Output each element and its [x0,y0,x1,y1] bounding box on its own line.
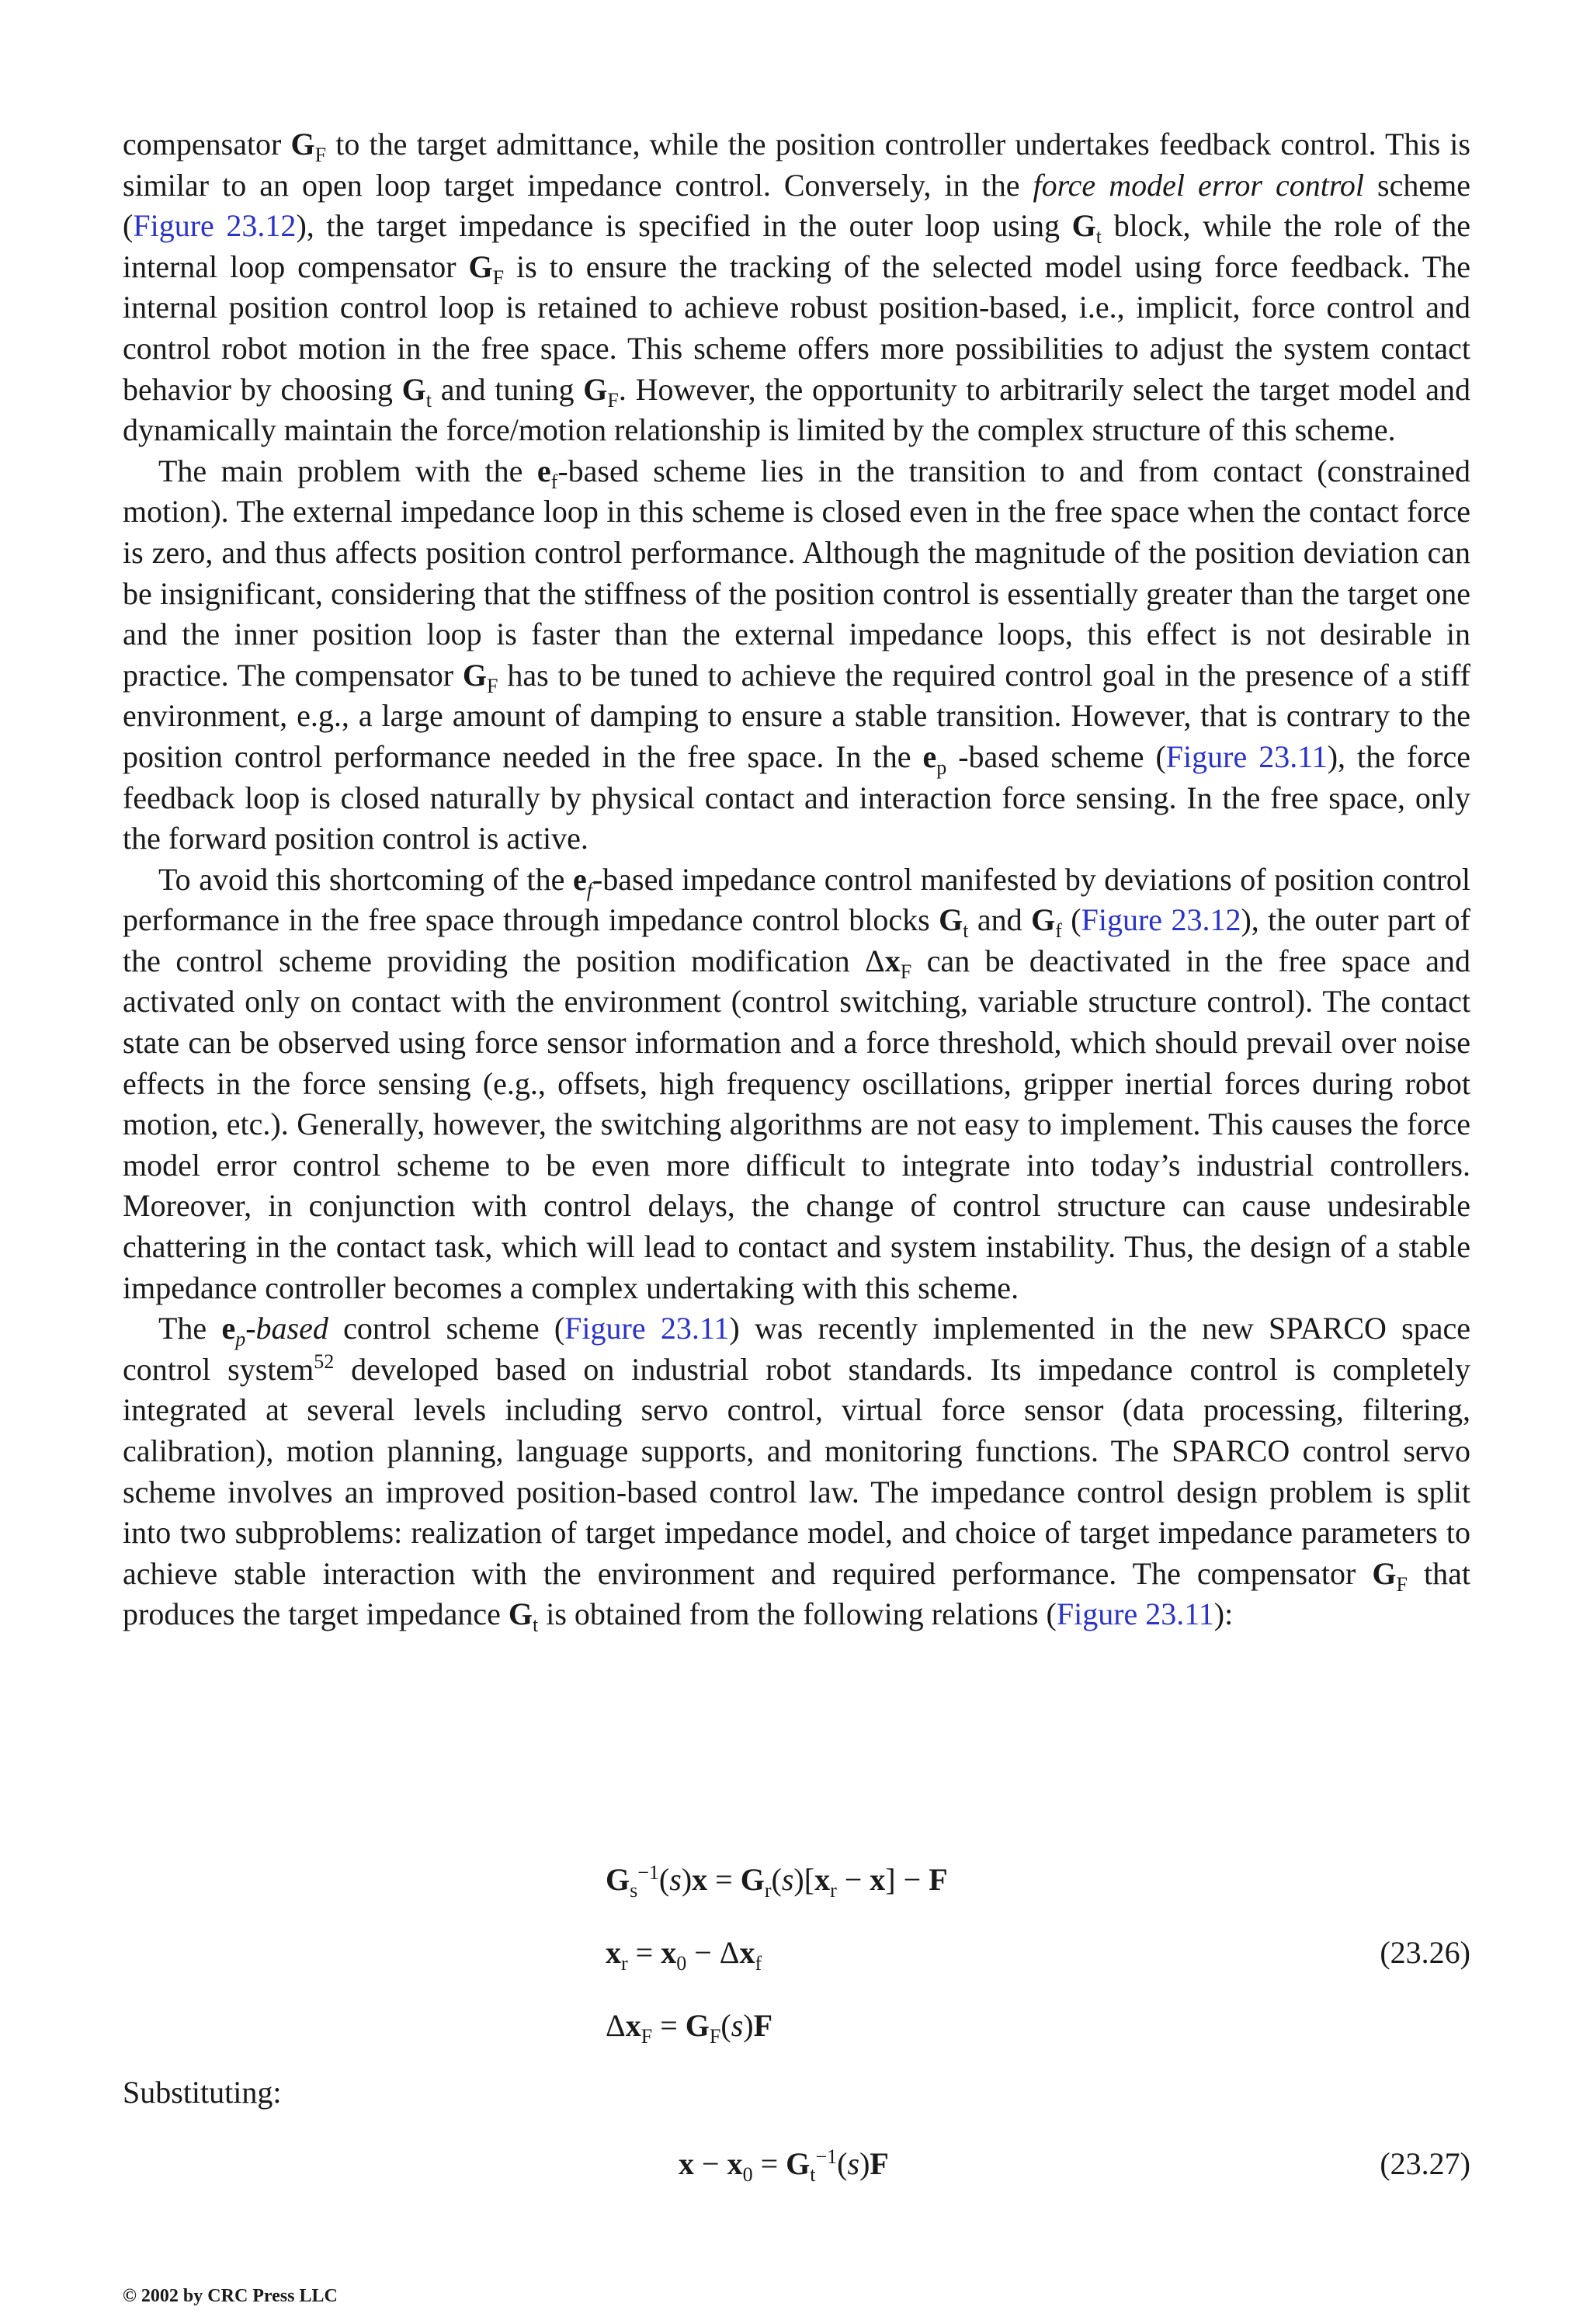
text-run: G [583,371,608,407]
paragraph-2 [123,451,1470,860]
text-run: G [1031,902,1056,938]
text-run: control scheme ( [328,1311,565,1346]
text-run: is obtained from the following relations ( [538,1596,1057,1632]
text-run: force model error control [1033,167,1365,203]
text-run: can be deactivated in the free space and activated only on contact with the environment (control switching, variable structure control). The contact state can be observed using force sensor information and a force threshold, which should prevail over noise effects in the force sensing (e.g., offsets, high frequency oscillations, gripper inertial forces during robot motion, etc.). Generally, however, the switching algorithms are not easy to implement. This causes the force model error control scheme to be even more difficult to integrate into today’s industrial controllers. Moreover, in conjunction with control delays, the change of control structure can cause undesirable chattering in the contact task, which will lead to contact and system instability. Thus, the design of a stable impedance controller becomes a complex undertaking with this scheme. [123,943,1470,1305]
text-run: x [884,943,901,978]
text-run: ), the force feedback loop is closed naturally by physical contact and interaction force sensing. In the free space, only the forward position control is active. [123,738,1471,856]
text-run: G [1071,208,1096,244]
text-run: G [468,248,493,284]
equation-23-27-number: (23.27) [1380,2146,1470,2181]
paragraph-4 [123,1308,1470,1635]
equation-23-27: $x - x_0 = G_t^{-1}(s)F$ [679,2145,889,2186]
text-run: ): [1213,1596,1234,1632]
text-run: . However, the opportunity to arbitrarily select the target model and dynamically maintain the force/motion relationship is limited by the complex structure of this scheme. [123,371,1471,448]
text-run: is to ensure the tracking of the selected model using force feedback. The internal position control loop is retained to achieve robust position-based, i.e., implicit, force control and control robot motion in the free space. This scheme offers more possibilities to adjust the system contact behavior by choosing [123,248,1471,407]
text-run: e [536,453,551,488]
subscript: t [532,1614,539,1637]
figure-reference-link[interactable]: Figure 23.12 [133,208,297,244]
text-run: ), the outer part of the control scheme providing the position modification Δ [123,902,1470,978]
text-run: block, while the role of the internal loop compensator [123,208,1470,284]
figure-reference-link[interactable]: Figure 23.11 [1165,738,1328,774]
text-run: G [462,657,488,693]
subscript: p [235,1328,246,1351]
subscript: F [314,144,327,166]
text-run: scheme ( [123,167,1470,244]
text-run: -based scheme ( [946,738,1166,774]
subscript: F [1396,1572,1408,1596]
text-run: and [968,902,1032,938]
subscript: f [550,470,558,493]
paragraph-1 [123,124,1470,451]
subscript: F [607,388,619,412]
paragraph-3 [123,860,1470,1309]
subscript: t [963,919,969,943]
footnote-ref: 52 [314,1350,335,1373]
text-run: to the target admittance, while the position controller undertakes feedback control. This is similar to an open loop target impedance control. Conversely, in the [123,127,1470,203]
text-run: e [922,738,937,774]
subscript: t [1095,225,1102,248]
text-run: ) was recently implemented in the new SPARCO space control system [123,1311,1471,1387]
subscript: t [425,388,432,412]
text-run: has to be tuned to achieve the required control goal in the presence of a stiff environment, e.g., a large amount of damping to ensure a stable transition. However, that is contrary to the position control performance needed in the free space. In the [123,657,1470,774]
text-run: G [939,902,963,938]
text-run: The [158,1311,222,1346]
body-text [123,124,1470,1635]
copyright-footer: © 2002 by CRC Press LLC [123,2286,338,2306]
equation-23-26-number: (23.26) [1380,1935,1470,1970]
text-run: and tuning [432,371,584,407]
substituting-label: Substituting: [123,2075,282,2110]
text-run: e [221,1311,236,1346]
text-run: G [508,1596,533,1632]
subscript: F [487,674,498,697]
text-run: G [290,127,315,162]
text-run: -based impedance control manifested by deviations of position control performance in the free space through impedance control blocks [123,861,1470,938]
subscript: F [900,960,912,983]
subscript: f [586,878,592,901]
equation-23-26-line-3: $\Delta x_F = G_F(s)F$ [606,2008,773,2048]
text-run: -based scheme lies in the transition to and from contact (constrained motion). The external impedance loop in this scheme is closed even in the free space when the contact force is zero, and thus affects position control performance. Although the magnitude of the position deviation can be insignificant, considering that the stiffness of the position control is essentially greater than the target one and the inner position loop is faster than the external impedance loops, this effect is not desirable in practice. The compensator [123,453,1471,693]
text-run: that produces the target impedance [123,1555,1471,1632]
text-run: e [572,861,587,897]
subscript: p [936,756,947,779]
equation-23-26-line-2: $x_r = x_0 - \Delta x_f$ [606,1935,762,1975]
subscript: f [1055,919,1062,943]
figure-reference-link[interactable]: Figure 23.12 [1081,902,1241,938]
text-run: To avoid this shortcoming of the [158,861,573,897]
text-run: The main problem with the [158,453,537,488]
equation-23-26-line-1: $G_s^{-1}(s)x = G_r(s)[x_r - x] - F$ [606,1861,948,1902]
subscript: F [492,266,505,289]
text-run: -based [245,1311,328,1346]
text-run: compensator [123,127,291,162]
figure-reference-link[interactable]: Figure 23.11 [1056,1596,1214,1632]
text-run: ( [1061,902,1081,938]
text-run: ), the target impedance is specified in the outer loop using [296,208,1072,244]
text-run: developed based on industrial robot standards. Its impedance control is completely integrated at several levels including servo control, virtual force sensor (data processing, filtering, calibration), motion planning, language supports, and monitoring functions. The SPARCO control servo scheme involves an improved position-based control law. The impedance control design problem is split into two subproblems: realization of target impedance model, and choice of target impedance parameters to achieve stable interaction with the environment and required performance. The compensator [123,1351,1470,1591]
text-run: G [401,371,426,407]
figure-reference-link[interactable]: Figure 23.11 [564,1311,730,1346]
text-run: G [1372,1555,1397,1591]
